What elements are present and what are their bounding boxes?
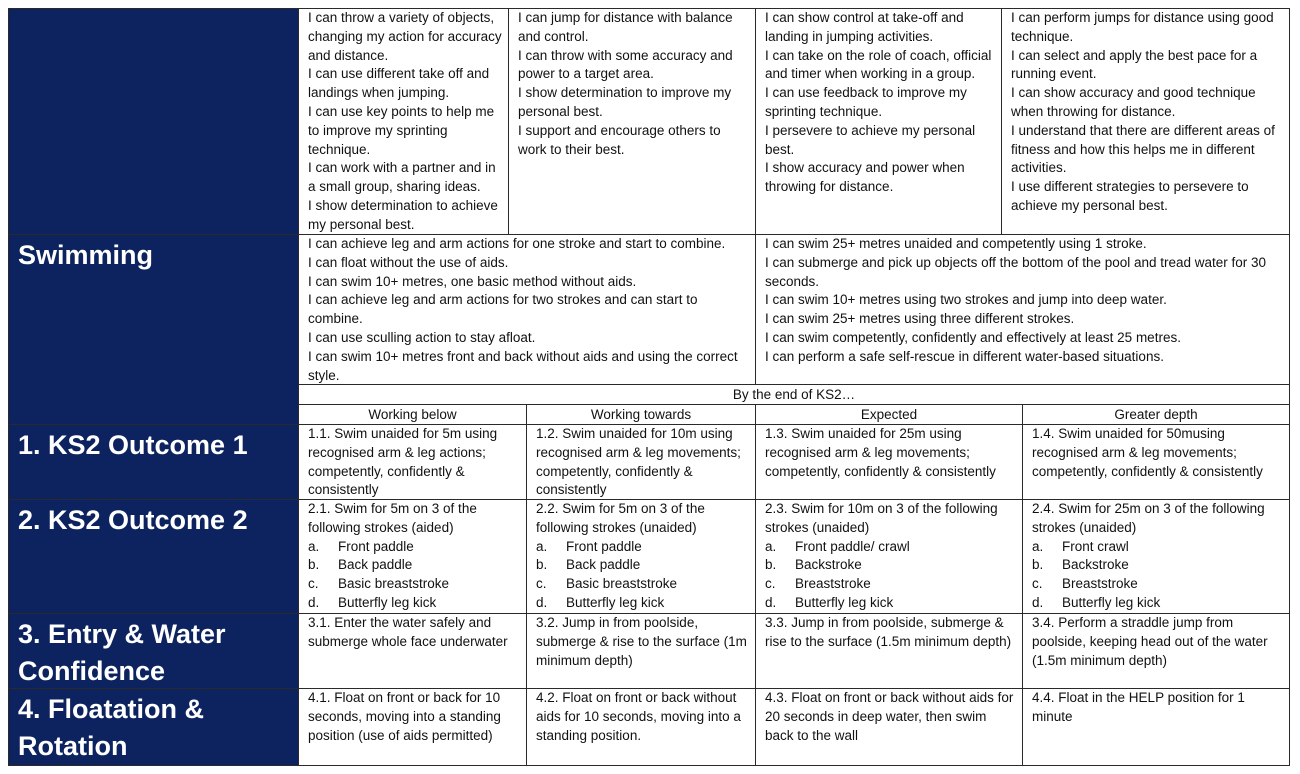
table-cell: 3.4. Perform a straddle jump from poolside, keeping head out of the water (1.5m minimum depth) [1022,613,1290,689]
list-item: a. Front paddle [536,538,642,554]
list-item: b. Backstroke [765,557,862,573]
athletics-col-4: I can perform jumps for distance using good technique. I can select and apply the best pace for a running event. I can show accuracy and good technique when throwing for distance. I understand that there are different areas of fitness and how this helps me in different activities. I use different strategies to persevere to achieve my personal best. [1001,8,1290,235]
row-label-outcome-1: 1. KS2 Outcome 1 [8,424,299,500]
row-label-floatation-rotation: 4. Floatation & Rotation [8,688,299,766]
col-header-expected: Expected [755,404,1023,425]
list-item: c. Basic breaststroke [308,576,450,592]
athletics-col-2: I can jump for distance with balance and control. I can throw with some accuracy and power to a target area. I show determination to improve my personal best. I support and encourage others to work to their best. [508,8,756,235]
table-cell: 4.3. Float on front or back without aids for 20 seconds in deep water, then swim back to the wall [755,688,1023,766]
list-item: d. Butterfly leg kick [308,594,437,610]
list-item: d. Butterfly leg kick [536,594,665,610]
table-cell: 2.2. Swim for 5m on 3 of the following strokes (unaided) a. Front paddle b. Back paddle c. Basic breaststroke d. Butterfly leg kick [526,499,756,614]
table-cell: 1.4. Swim unaided for 50musing recognised arm & leg movements; competently, confidently & consistently [1022,424,1290,500]
list-item: a. Front paddle [308,538,414,554]
list-item: b. Back paddle [536,557,641,573]
ks2-banner: By the end of KS2… [298,384,1290,405]
table-cell: 3.2. Jump in from poolside, submerge & rise to the surface (1m minimum depth) [526,613,756,689]
col-header-working-towards: Working towards [526,404,756,425]
list-item: c. Breaststroke [765,576,871,592]
curriculum-table [8,8,1290,766]
table-cell: 4.2. Float on front or back without aids for 10 seconds, moving into a standing position. [526,688,756,766]
col-header-greater-depth: Greater depth [1022,404,1290,425]
swimming-statements-right: I can swim 25+ metres unaided and competently using 1 stroke. I can submerge and pick up objects off the bottom of the pool and tread water for 30 seconds. I can swim 10+ metres using two strokes and jump into deep water. I can swim 25+ metres using three different strokes. I can swim competently, confidently and effectively at least 25 metres. I can perform a safe self-rescue in different water-based situations. [755,234,1290,385]
table-cell: 1.1. Swim unaided for 5m using recognised arm & leg actions; competently, confidently & consistently [298,424,527,500]
col-header-working-below: Working below [298,404,527,425]
table-cell: 4.4. Float in the HELP position for 1 minute [1022,688,1290,766]
row-label-entry-confidence: 3. Entry & Water Confidence [8,613,299,689]
list-item: c. Breaststroke [1032,576,1138,592]
athletics-col-1: I can throw a variety of objects, changing my action for accuracy and distance. I can use different take off and landings when jumping. I can use key points to help me to improve my sprinting technique. I can work with a partner and in a small group, sharing ideas. I show determination to achieve my personal best. [298,8,509,235]
table-cell: 2.4. Swim for 25m on 3 of the following strokes (unaided) a. Front crawl b. Backstroke c. Breaststroke d. Butterfly leg kick [1022,499,1290,614]
athletics-col-3: I can show control at take-off and landing in jumping activities. I can take on the role of coach, official and timer when working in a group. I can use feedback to improve my sprinting technique. I persevere to achieve my personal best. I show accuracy and power when throwing for distance. [755,8,1002,235]
list-item: d. Butterfly leg kick [1032,594,1161,610]
swimming-label-cell [8,234,299,424]
list-item: d. Butterfly leg kick [765,594,894,610]
swimming-statements-left: I can achieve leg and arm actions for one stroke and start to combine. I can float without the use of aids. I can swim 10+ metres, one basic method without aids. I can achieve leg and arm actions for two strokes and can start to combine. I can use sculling action to stay afloat. I can swim 10+ metres front and back without aids and using the correct style. [298,234,756,385]
table-cell: 1.3. Swim unaided for 25m using recognised arm & leg movements; competently, confidently & consistently [755,424,1023,500]
table-cell: 2.3. Swim for 10m on 3 of the following strokes (unaided) a. Front paddle/ crawl b. Backstroke c. Breaststroke d. Butterfly leg kick [755,499,1023,614]
table-cell: 3.1. Enter the water safely and submerge whole face underwater [298,613,527,689]
athletics-label-cell [8,8,299,235]
list-item: b. Back paddle [308,557,413,573]
list-item: a. Front paddle/ crawl [765,538,910,554]
table-cell: 2.1. Swim for 5m on 3 of the following strokes (aided) a. Front paddle b. Back paddle c. Basic breaststroke d. Butterfly leg kick [298,499,527,614]
table-cell: 4.1. Float on front or back for 10 seconds, moving into a standing position (use of aids permitted) [298,688,527,766]
swimming-label: Swimming [18,240,154,270]
table-cell: 3.3. Jump in from poolside, submerge & rise to the surface (1.5m minimum depth) [755,613,1023,689]
list-item: a. Front crawl [1032,538,1129,554]
row-label-outcome-2: 2. KS2 Outcome 2 [8,499,299,614]
table-cell: 1.2. Swim unaided for 10m using recognised arm & leg movements; competently, confidently & consistently [526,424,756,500]
list-item: c. Basic breaststroke [536,576,678,592]
list-item: b. Backstroke [1032,557,1129,573]
